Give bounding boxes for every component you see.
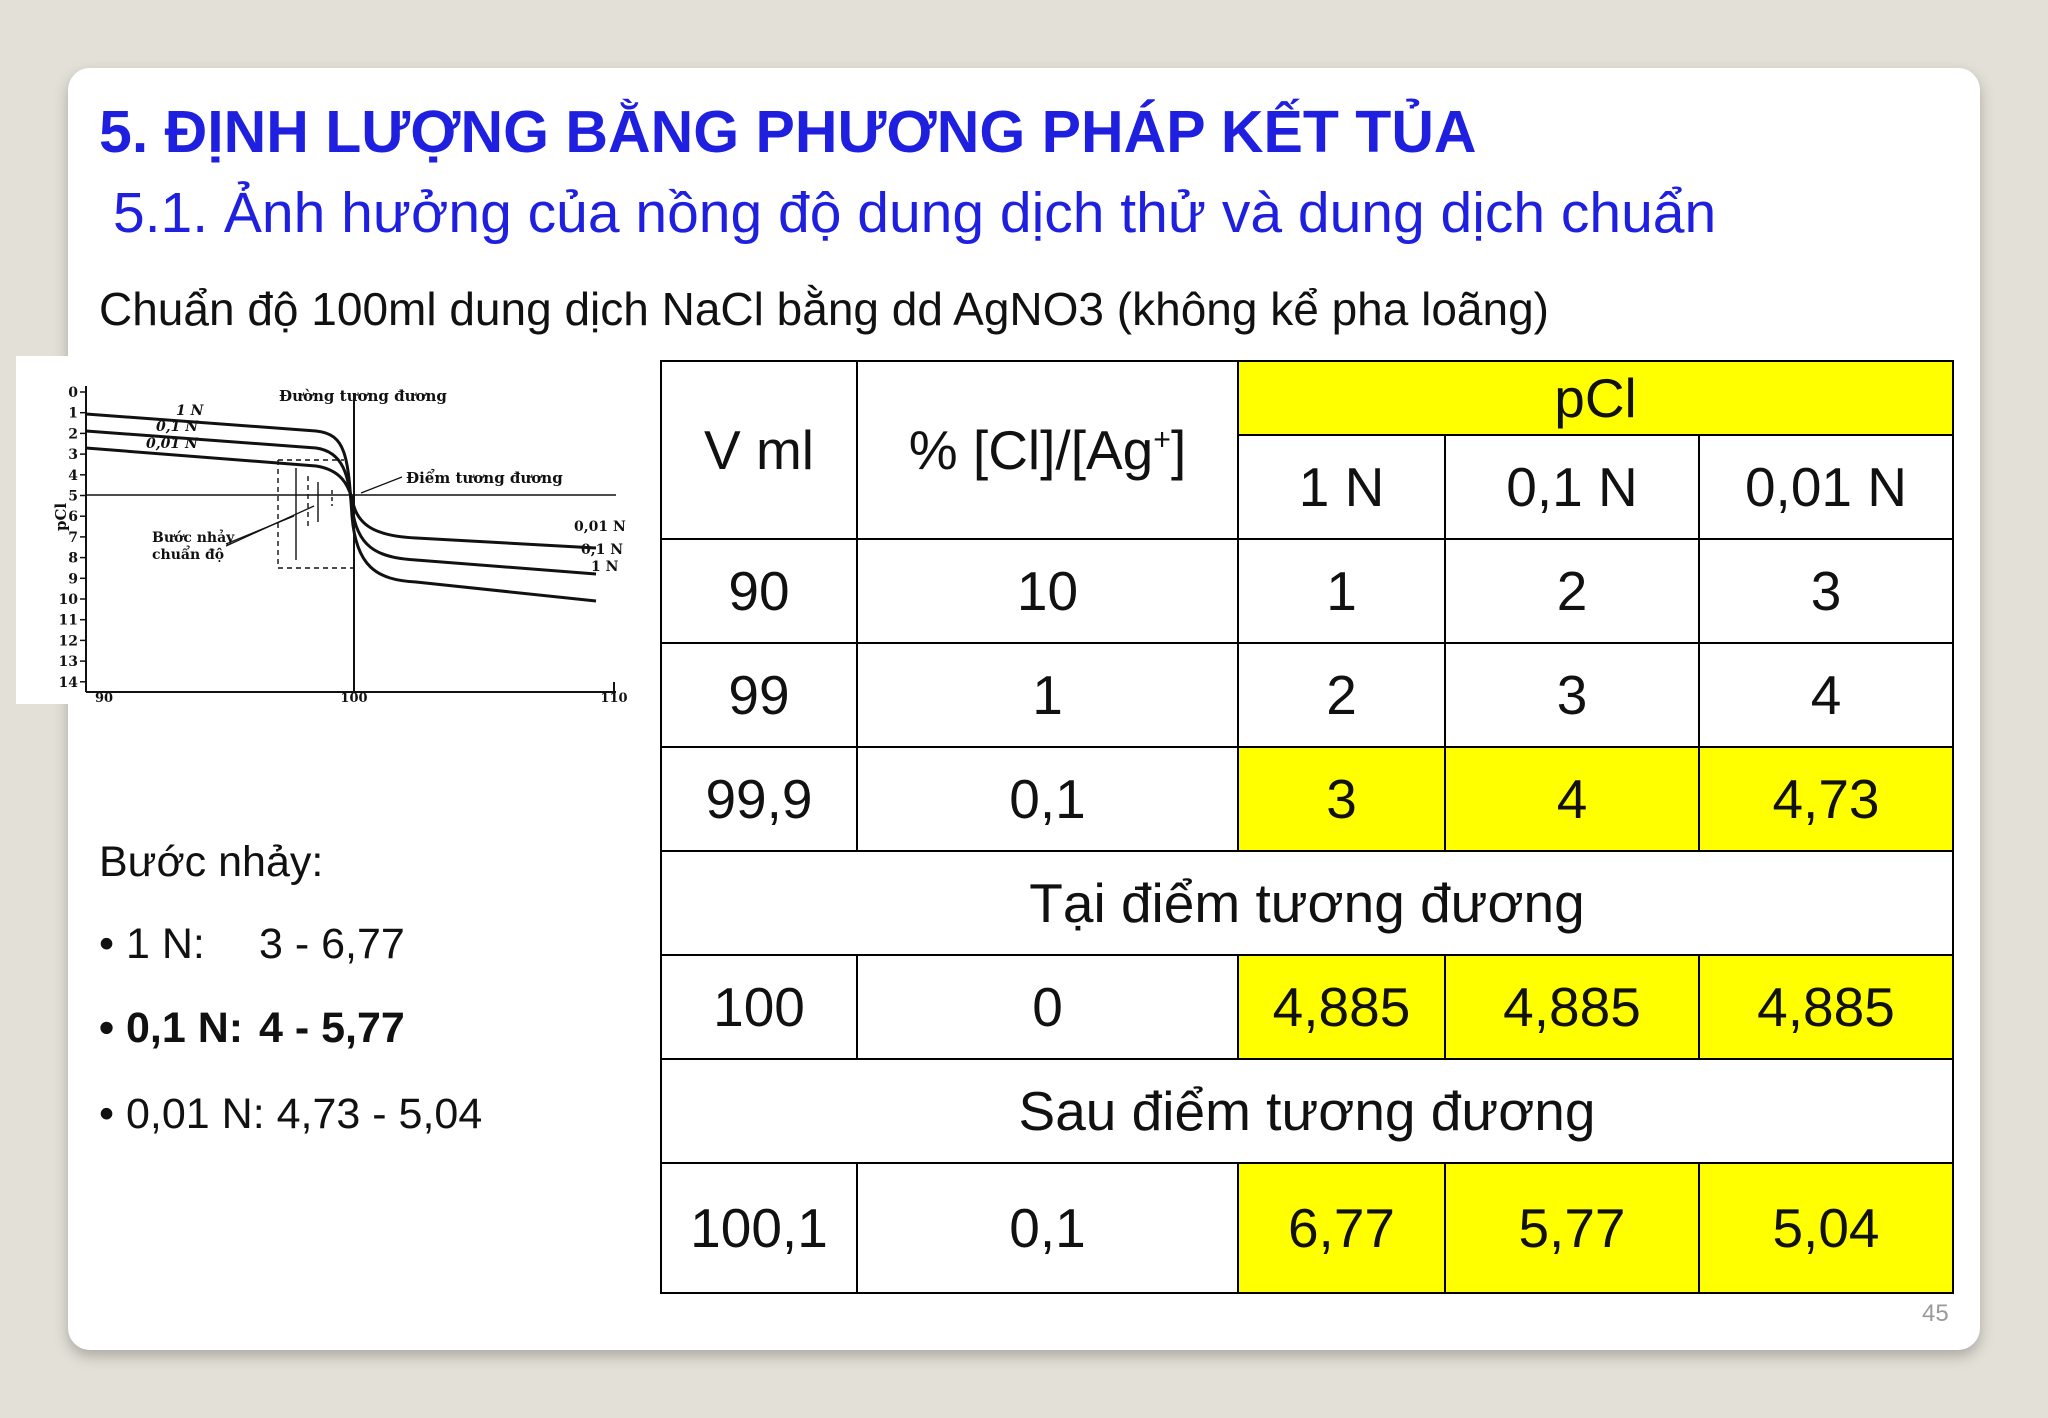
section-row	[661, 1059, 1953, 1163]
cell-pcl: 4,885	[1445, 955, 1699, 1059]
jump-label-line2: chuẩn độ	[152, 547, 225, 563]
cell-v: 100,1	[661, 1163, 857, 1293]
table-row	[661, 539, 1953, 643]
cell-pct: 0,1	[857, 747, 1238, 851]
header-pcl: pCl	[1238, 361, 1953, 435]
jump-label-line1: Bước nhảy	[152, 530, 235, 546]
x-tick-90: 90	[94, 691, 114, 704]
cell-v: 99	[661, 643, 857, 747]
y-tick-label: 3	[68, 447, 78, 464]
y-tick-label: 6	[68, 509, 78, 526]
jump-heading: Bước nhảy:	[99, 838, 324, 886]
cell-pcl: 5,77	[1445, 1163, 1699, 1293]
jump-conc: • 1 N:	[99, 920, 205, 968]
x-tick-100: 100	[340, 691, 368, 704]
y-tick-label: 11	[58, 612, 78, 629]
y-tick-label: 0	[68, 385, 78, 401]
jump-conc: • 0,1 N:	[99, 1004, 244, 1052]
cell-pcl: 4,885	[1699, 955, 1953, 1059]
y-tick-label: 7	[68, 529, 78, 546]
cell-v: 99,9	[661, 747, 857, 851]
cell-pcl: 3	[1699, 539, 1953, 643]
cell-pcl: 3	[1445, 643, 1699, 747]
cell-pct: 0,1	[857, 1163, 1238, 1293]
y-tick-label: 4	[68, 467, 78, 484]
cell-pct: 10	[857, 539, 1238, 643]
y-tick-label: 13	[58, 654, 78, 671]
cell-pcl: 5,04	[1699, 1163, 1953, 1293]
y-tick-label: 12	[58, 633, 78, 650]
header-conc-01n: 0,1 N	[1445, 435, 1699, 539]
cell-pcl: 6,77	[1238, 1163, 1445, 1293]
section-after: Sau điểm tương đương	[661, 1059, 1953, 1163]
curve-label-left-1n: 1 N	[176, 403, 204, 419]
y-tick-label: 9	[68, 571, 78, 588]
jump-item-1n	[99, 920, 405, 969]
jump-range: 4 - 5,77	[259, 1004, 405, 1052]
jump-pointer-2	[226, 506, 314, 546]
header-conc-1n: 1 N	[1238, 435, 1445, 539]
y-tick-label: 2	[68, 426, 78, 443]
y-tick-label: 5	[68, 488, 78, 505]
equivalence-point-label: Điểm tương đương	[406, 469, 563, 487]
equivalence-line-label: Đường tương đương	[279, 387, 447, 405]
jump-range: 3 - 6,77	[259, 920, 405, 968]
y-tick-label: 1	[68, 405, 78, 422]
cell-pct: 0	[857, 955, 1238, 1059]
curve-label-left-01n: 0,1 N	[156, 419, 199, 435]
intro-text: Chuẩn độ 100ml dung dịch NaCl bằng dd AgNO3 (không kể pha loãng)	[99, 283, 1549, 335]
cell-pcl: 4	[1445, 747, 1699, 851]
titration-curve-figure	[16, 356, 640, 704]
y-tick-label: 8	[68, 550, 78, 567]
x-tick-110: 110	[600, 691, 628, 704]
cell-pcl: 4	[1699, 643, 1953, 747]
curve-label-right-01n: 0,1 N	[581, 542, 624, 558]
jump-conc: • 0,01 N:	[99, 1090, 265, 1138]
cell-v: 90	[661, 539, 857, 643]
section-equivalence: Tại điểm tương đương	[661, 851, 1953, 955]
table-row	[661, 955, 1953, 1059]
cell-v: 100	[661, 955, 857, 1059]
page-number: 45	[1922, 1300, 1949, 1327]
curve-label-left-001n: 0,01 N	[146, 436, 198, 452]
pcl-table	[660, 360, 1954, 1294]
y-axis-label: pCl	[52, 502, 70, 531]
titration-curve-svg	[16, 356, 640, 704]
header-v: V ml	[661, 361, 857, 539]
cell-pcl: 4,885	[1238, 955, 1445, 1059]
equivalence-point-pointer	[361, 477, 402, 493]
slide-title: 5. ĐỊNH LƯỢNG BẰNG PHƯƠNG PHÁP KẾT TỦA	[99, 99, 1477, 165]
cell-pcl: 1	[1238, 539, 1445, 643]
curve-label-right-001n: 0,01 N	[574, 519, 626, 535]
jump-item-01n	[99, 1004, 405, 1053]
table-row	[661, 643, 1953, 747]
cell-pcl: 4,73	[1699, 747, 1953, 851]
cell-pcl: 3	[1238, 747, 1445, 851]
jump-range: 4,73 - 5,04	[276, 1090, 483, 1138]
y-tick-label: 14	[58, 674, 78, 691]
y-tick-label: 10	[58, 592, 78, 608]
slide-subtitle: 5.1. Ảnh hưởng của nồng độ dung dịch thử và dung dịch chuẩn	[113, 181, 1717, 245]
cell-pcl: 2	[1445, 539, 1699, 643]
table-row	[661, 747, 1953, 851]
cell-pct: 1	[857, 643, 1238, 747]
table-row	[661, 1163, 1953, 1293]
header-pct: % [Cl]/[Ag+]	[857, 361, 1238, 539]
curve-label-right-1n: 1 N	[591, 559, 619, 575]
cell-pcl: 2	[1238, 643, 1445, 747]
jump-item-001n	[99, 1090, 482, 1139]
section-row	[661, 851, 1953, 955]
header-conc-001n: 0,01 N	[1699, 435, 1953, 539]
